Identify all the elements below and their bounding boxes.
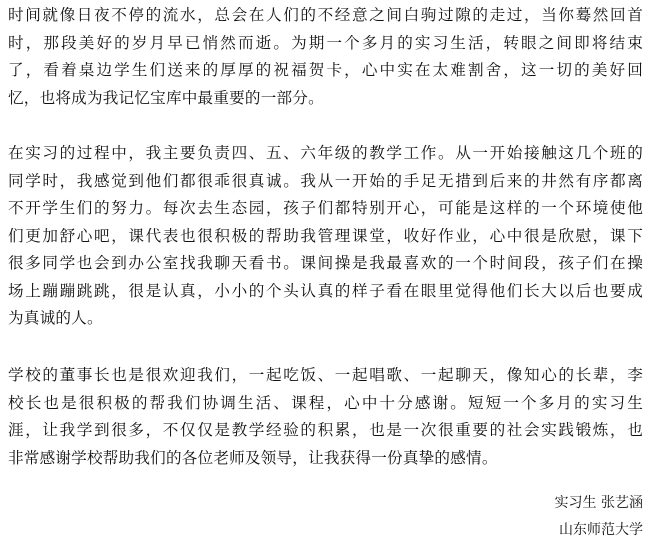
paragraph-1 (8, 2, 643, 112)
paragraph-line: 校长也是很积极的帮我们协调生活、课程，心中十分感谢。短短一个多月的实习生 (8, 393, 643, 412)
paragraph-line: 场上蹦蹦跳跳，很是认真，小小的个头认真的样子看在眼里觉得他们长大以后也要成 (8, 281, 643, 300)
paragraph-2 (8, 140, 643, 333)
paragraph-line: 时，那段美好的岁月早已悄然而逝。为期一个多月的实习生活，转眼之间即将结束 (8, 33, 643, 52)
paragraph-3 (8, 362, 643, 472)
paragraph-line: 非常感谢学校帮助我们的各位老师及领导，让我获得一份真挚的感情。 (8, 448, 498, 467)
signature-school: 山东师范大学 (559, 522, 643, 538)
paragraph-line: 不开学生们的努力。每次去生态园，孩子们都特别开心，可能是这样的一个环境使他 (8, 199, 643, 217)
paragraph-line: 在实习的过程中，我主要负责四、五、六年级的教学工作。从一开始接触这几个班的 (8, 144, 643, 162)
paragraph-line: 时间就像日夜不停的流水，总会在人们的不经意之间白驹过隙的走过，当你蓦然回首 (8, 6, 643, 24)
paragraph-line: 了，看着桌边学生们送来的厚厚的祝福贺卡，心中实在太难割舍，这一切的美好回 (8, 61, 643, 79)
paragraph-line: 同学时，我感觉到他们都很乖很真诚。我从一开始的手足无措到后来的井然有序都离 (8, 171, 643, 190)
paragraph-line: 涯，让我学到很多，不仅仅是教学经验的积累，也是一次很重要的社会实践锻炼，也 (8, 421, 643, 439)
paragraph-line: 为真诚的人。 (8, 309, 103, 327)
paragraph-line: 学校的董事长也是很欢迎我们，一起吃饭、一起唱歌、一起聊天，像知心的长辈，李 (8, 366, 643, 384)
paragraph-line: 很多同学也会到办公室找我聊天看书。课间操是我最喜欢的一个时间段，孩子们在操 (8, 254, 643, 272)
paragraph-line: 忆，也将成为我记忆宝库中最重要的一部分。 (8, 88, 324, 107)
paragraph-line: 们更加舒心吧，课代表也很积极的帮助我管理课堂，收好作业，心中很是欣慰，课下 (8, 226, 643, 245)
signature-author: 实习生 张艺涵 (554, 495, 643, 511)
